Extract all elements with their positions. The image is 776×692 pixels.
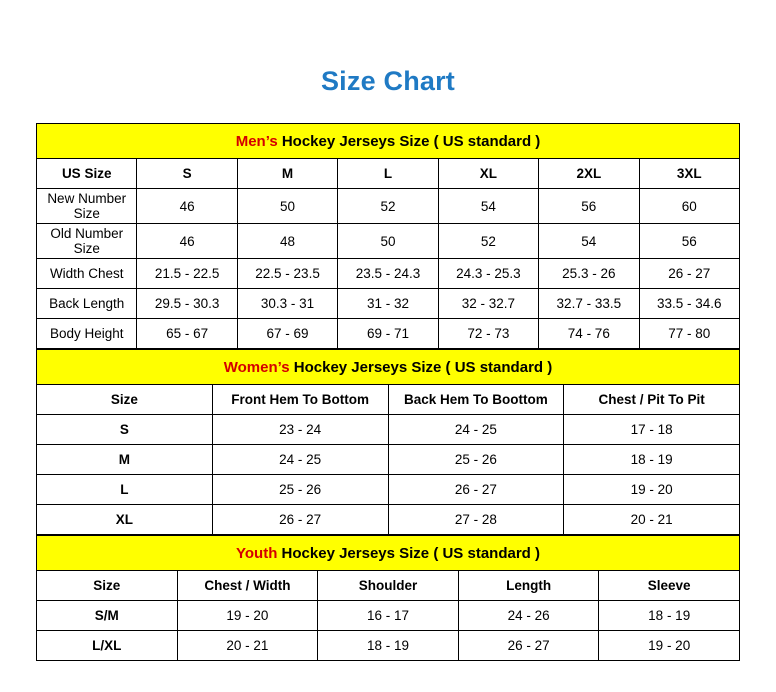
table-row [37, 319, 740, 349]
table-row [37, 601, 740, 631]
mens-col-5: 2XL [539, 159, 639, 189]
youth-heading-rest: Hockey Jerseys Size ( US standard ) [277, 544, 540, 562]
youth-section-header-cell [37, 536, 740, 571]
womens-col-2: Back Hem To Boottom [388, 385, 564, 415]
table-row [37, 475, 740, 505]
youth-row-0-label: S/M [37, 601, 178, 631]
mens-col-0: US Size [37, 159, 137, 189]
womens-col-3: Chest / Pit To Pit [564, 385, 740, 415]
mens-col-4: XL [438, 159, 538, 189]
youth-row-0-cell-3: 24 - 26 [458, 601, 599, 631]
youth-row-1-cell-4: 19 - 20 [599, 631, 740, 661]
mens-row-3-cell-1: 29.5 - 30.3 [137, 289, 237, 319]
mens-row-3-label: Back Length [37, 289, 137, 319]
table-row [37, 505, 740, 535]
mens-heading-rest: Hockey Jerseys Size ( US standard ) [277, 132, 541, 150]
youth-row-1-cell-2: 18 - 19 [318, 631, 459, 661]
mens-row-2-cell-2: 22.5 - 23.5 [237, 259, 337, 289]
mens-heading-accent: Men’s [235, 132, 278, 150]
table-row [37, 259, 740, 289]
mens-row-2-cell-1: 21.5 - 22.5 [137, 259, 237, 289]
womens-heading-rest: Hockey Jerseys Size ( US standard ) [289, 358, 553, 376]
mens-col-1: S [137, 159, 237, 189]
mens-row-0-cell-3: 52 [338, 189, 438, 224]
mens-col-2: M [237, 159, 337, 189]
mens-row-1-cell-2: 48 [237, 224, 337, 259]
mens-row-3-cell-5: 32.7 - 33.5 [539, 289, 639, 319]
womens-row-0-cell-1: 23 - 24 [212, 415, 388, 445]
youth-col-2: Shoulder [318, 571, 459, 601]
womens-size-table [36, 349, 740, 535]
mens-row-0-cell-4: 54 [438, 189, 538, 224]
mens-row-2-cell-6: 26 - 27 [639, 259, 739, 289]
mens-col-3: L [338, 159, 438, 189]
mens-row-3-cell-2: 30.3 - 31 [237, 289, 337, 319]
youth-row-0-cell-2: 16 - 17 [318, 601, 459, 631]
youth-col-4: Sleeve [599, 571, 740, 601]
youth-col-3: Length [458, 571, 599, 601]
mens-row-0-cell-6: 60 [639, 189, 739, 224]
mens-column-header-row [37, 159, 740, 189]
mens-row-1-label: Old Number Size [37, 224, 137, 259]
mens-row-2-cell-3: 23.5 - 24.3 [338, 259, 438, 289]
womens-row-0-label: S [37, 415, 213, 445]
mens-row-4-cell-6: 77 - 80 [639, 319, 739, 349]
youth-row-0-cell-4: 18 - 19 [599, 601, 740, 631]
mens-row-4-cell-5: 74 - 76 [539, 319, 639, 349]
mens-row-4-label: Body Height [37, 319, 137, 349]
mens-section-header [37, 124, 740, 159]
womens-row-1-cell-1: 24 - 25 [212, 445, 388, 475]
mens-row-0-cell-2: 50 [237, 189, 337, 224]
mens-row-3-cell-6: 33.5 - 34.6 [639, 289, 739, 319]
mens-row-0-cell-1: 46 [137, 189, 237, 224]
mens-size-table [36, 123, 740, 349]
womens-col-0: Size [37, 385, 213, 415]
mens-row-3-cell-4: 32 - 32.7 [438, 289, 538, 319]
mens-row-4-cell-4: 72 - 73 [438, 319, 538, 349]
mens-row-2-cell-4: 24.3 - 25.3 [438, 259, 538, 289]
tables-container [36, 123, 740, 661]
mens-row-1-cell-4: 52 [438, 224, 538, 259]
table-row [37, 289, 740, 319]
mens-row-0-cell-5: 56 [539, 189, 639, 224]
mens-row-4-cell-3: 69 - 71 [338, 319, 438, 349]
page-title: Size Chart [320, 66, 456, 96]
mens-row-2-cell-5: 25.3 - 26 [539, 259, 639, 289]
womens-row-0-cell-2: 24 - 25 [388, 415, 564, 445]
youth-size-table [36, 535, 740, 661]
mens-row-1-cell-1: 46 [137, 224, 237, 259]
youth-heading-accent: Youth [236, 544, 278, 562]
womens-row-1-cell-2: 25 - 26 [388, 445, 564, 475]
womens-heading-accent: Women’s [223, 358, 290, 376]
womens-section-header [37, 350, 740, 385]
youth-col-1: Chest / Width [177, 571, 318, 601]
womens-row-1-cell-3: 18 - 19 [564, 445, 740, 475]
mens-row-2-label: Width Chest [37, 259, 137, 289]
womens-col-1: Front Hem To Bottom [212, 385, 388, 415]
womens-row-2-cell-1: 25 - 26 [212, 475, 388, 505]
table-row [37, 189, 740, 224]
womens-row-3-label: XL [37, 505, 213, 535]
womens-row-3-cell-1: 26 - 27 [212, 505, 388, 535]
mens-row-1-cell-3: 50 [338, 224, 438, 259]
mens-row-1-cell-6: 56 [639, 224, 739, 259]
womens-row-3-cell-2: 27 - 28 [388, 505, 564, 535]
youth-row-1-cell-1: 20 - 21 [177, 631, 318, 661]
table-row [37, 631, 740, 661]
youth-row-0-cell-1: 19 - 20 [177, 601, 318, 631]
mens-row-1-cell-5: 54 [539, 224, 639, 259]
mens-row-4-cell-1: 65 - 67 [137, 319, 237, 349]
table-row [37, 224, 740, 259]
youth-row-1-cell-3: 26 - 27 [458, 631, 599, 661]
mens-row-0-label: New Number Size [37, 189, 137, 224]
mens-section-header-cell [37, 124, 740, 159]
mens-row-3-cell-3: 31 - 32 [338, 289, 438, 319]
youth-column-header-row [37, 571, 740, 601]
womens-row-2-cell-2: 26 - 27 [388, 475, 564, 505]
womens-row-1-label: M [37, 445, 213, 475]
youth-col-0: Size [37, 571, 178, 601]
womens-column-header-row [37, 385, 740, 415]
womens-section-header-cell [37, 350, 740, 385]
mens-row-4-cell-2: 67 - 69 [237, 319, 337, 349]
womens-row-0-cell-3: 17 - 18 [564, 415, 740, 445]
table-row [37, 445, 740, 475]
womens-row-3-cell-3: 20 - 21 [564, 505, 740, 535]
youth-row-1-label: L/XL [37, 631, 178, 661]
womens-row-2-label: L [37, 475, 213, 505]
mens-col-6: 3XL [639, 159, 739, 189]
youth-section-header [37, 536, 740, 571]
table-row [37, 415, 740, 445]
womens-row-2-cell-3: 19 - 20 [564, 475, 740, 505]
